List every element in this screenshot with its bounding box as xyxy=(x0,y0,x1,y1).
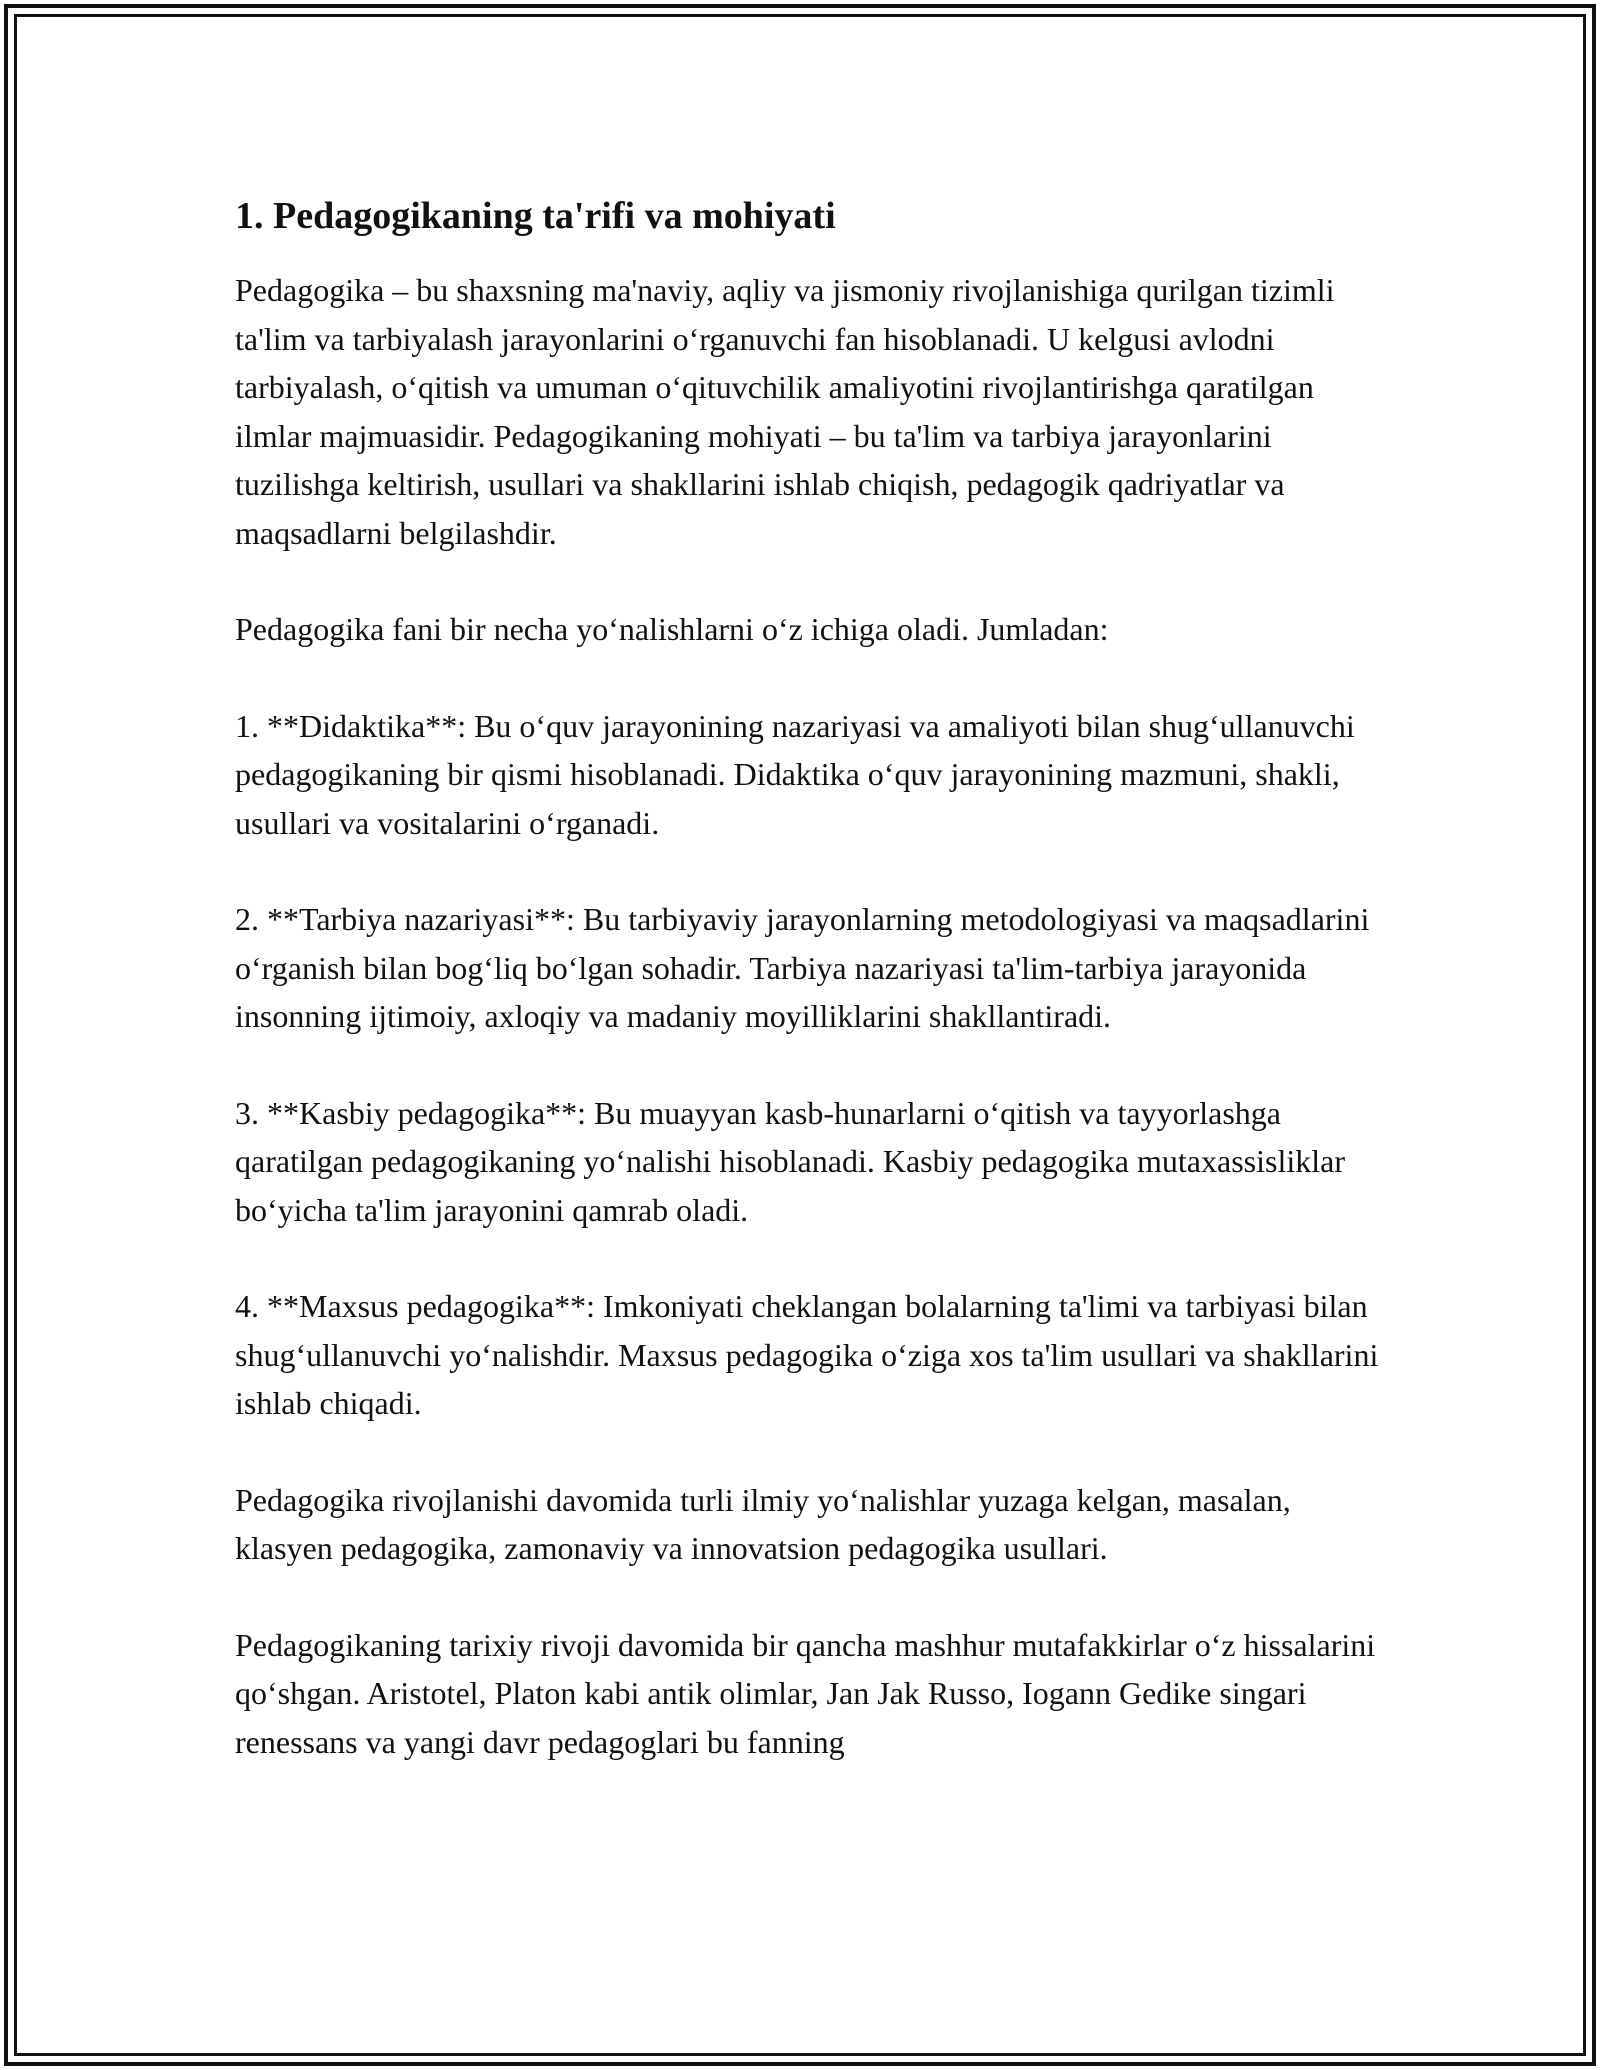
paragraph-didaktika: 1. **Didaktika**: Bu o‘quv jarayonining nazariyasi va amaliyoti bilan shug‘ullanuvchi pedagogikaning bir qismi hisoblanadi. Didaktika o‘quv jarayonining mazmuni, shakli, usullari va vositalarini o‘rganadi. xyxy=(235,707,1355,841)
paragraph-maxsus-pedagogika: 4. **Maxsus pedagogika**: Imkoniyati cheklangan bolalarning ta'limi va tarbiyasi bilan shug‘ullanuvchi yo‘nalishdir. Maxsus pedagogika o‘ziga xos ta'lim usullari va shakllarini ishlab chiqadi. xyxy=(235,1288,1379,1421)
section-heading: 1. Pedagogikaning ta'rifi va mohiyati xyxy=(235,195,836,237)
paragraph-kasbiy-pedagogika: 3. **Kasbiy pedagogika**: Bu muayyan kasb-hunarlarni o‘qitish va tayyorlashga qaratilgan pedagogikaning yo‘nalishi hisoblanadi. Kasbiy pedagogika mutaxassisliklar bo‘yicha ta'lim jarayonini qamrab oladi. xyxy=(235,1094,1345,1228)
paragraph-history: Pedagogikaning tarixiy rivoji davomida bir qancha mashhur mutafakkirlar o‘z hissalarini qo‘shgan. Aristotel, Platon kabi antik olimlar, Jan Jak Russo, Iogann Gedike singari renessans va yangi davr pedagoglari bu fanning xyxy=(235,1626,1376,1760)
paragraph-definition: Pedagogika – bu shaxsning ma'naviy, aqliy va jismoniy rivojlanishiga qurilgan tizimli ta'lim va tarbiyalash jarayonlarini o‘rganuvchi fan hisoblanadi. U kelgusi avlodni tarbiyalash, o‘qitish va umuman o‘qituvchilik amaliyotini rivojlantirishga qaratilgan ilmlar majmuasidir. Pedagogikaning mohiyati – bu ta'lim va tarbiya jarayonlarini tuzilishga keltirish, usullari va shakllarini ishlab chiqish, pedagogik qadriyatlar va maqsadlarni belgilashdir. xyxy=(235,272,1335,551)
document-body xyxy=(235,188,1395,1766)
paragraph-scientific-directions: Pedagogika rivojlanishi davomida turli ilmiy yo‘nalishlar yuzaga kelgan, masalan, klasyen pedagogika, zamonaviy va innovatsion pedagogika usullari. xyxy=(235,1481,1291,1566)
paragraph-tarbiya-nazariyasi: 2. **Tarbiya nazariyasi**: Bu tarbiyaviy jarayonlarning metodologiyasi va maqsadlarini o‘rganish bilan bog‘liq bo‘lgan sohadir. Tarbiya nazariyasi ta'lim-tarbiya jarayonida insonning ijtimoiy, axloqiy va madaniy moyilliklarini shakllantiradi. xyxy=(235,901,1370,1034)
paragraph-branches-intro: Pedagogika fani bir necha yo‘nalishlarni o‘z ichiga oladi. Jumladan: xyxy=(235,611,1109,647)
